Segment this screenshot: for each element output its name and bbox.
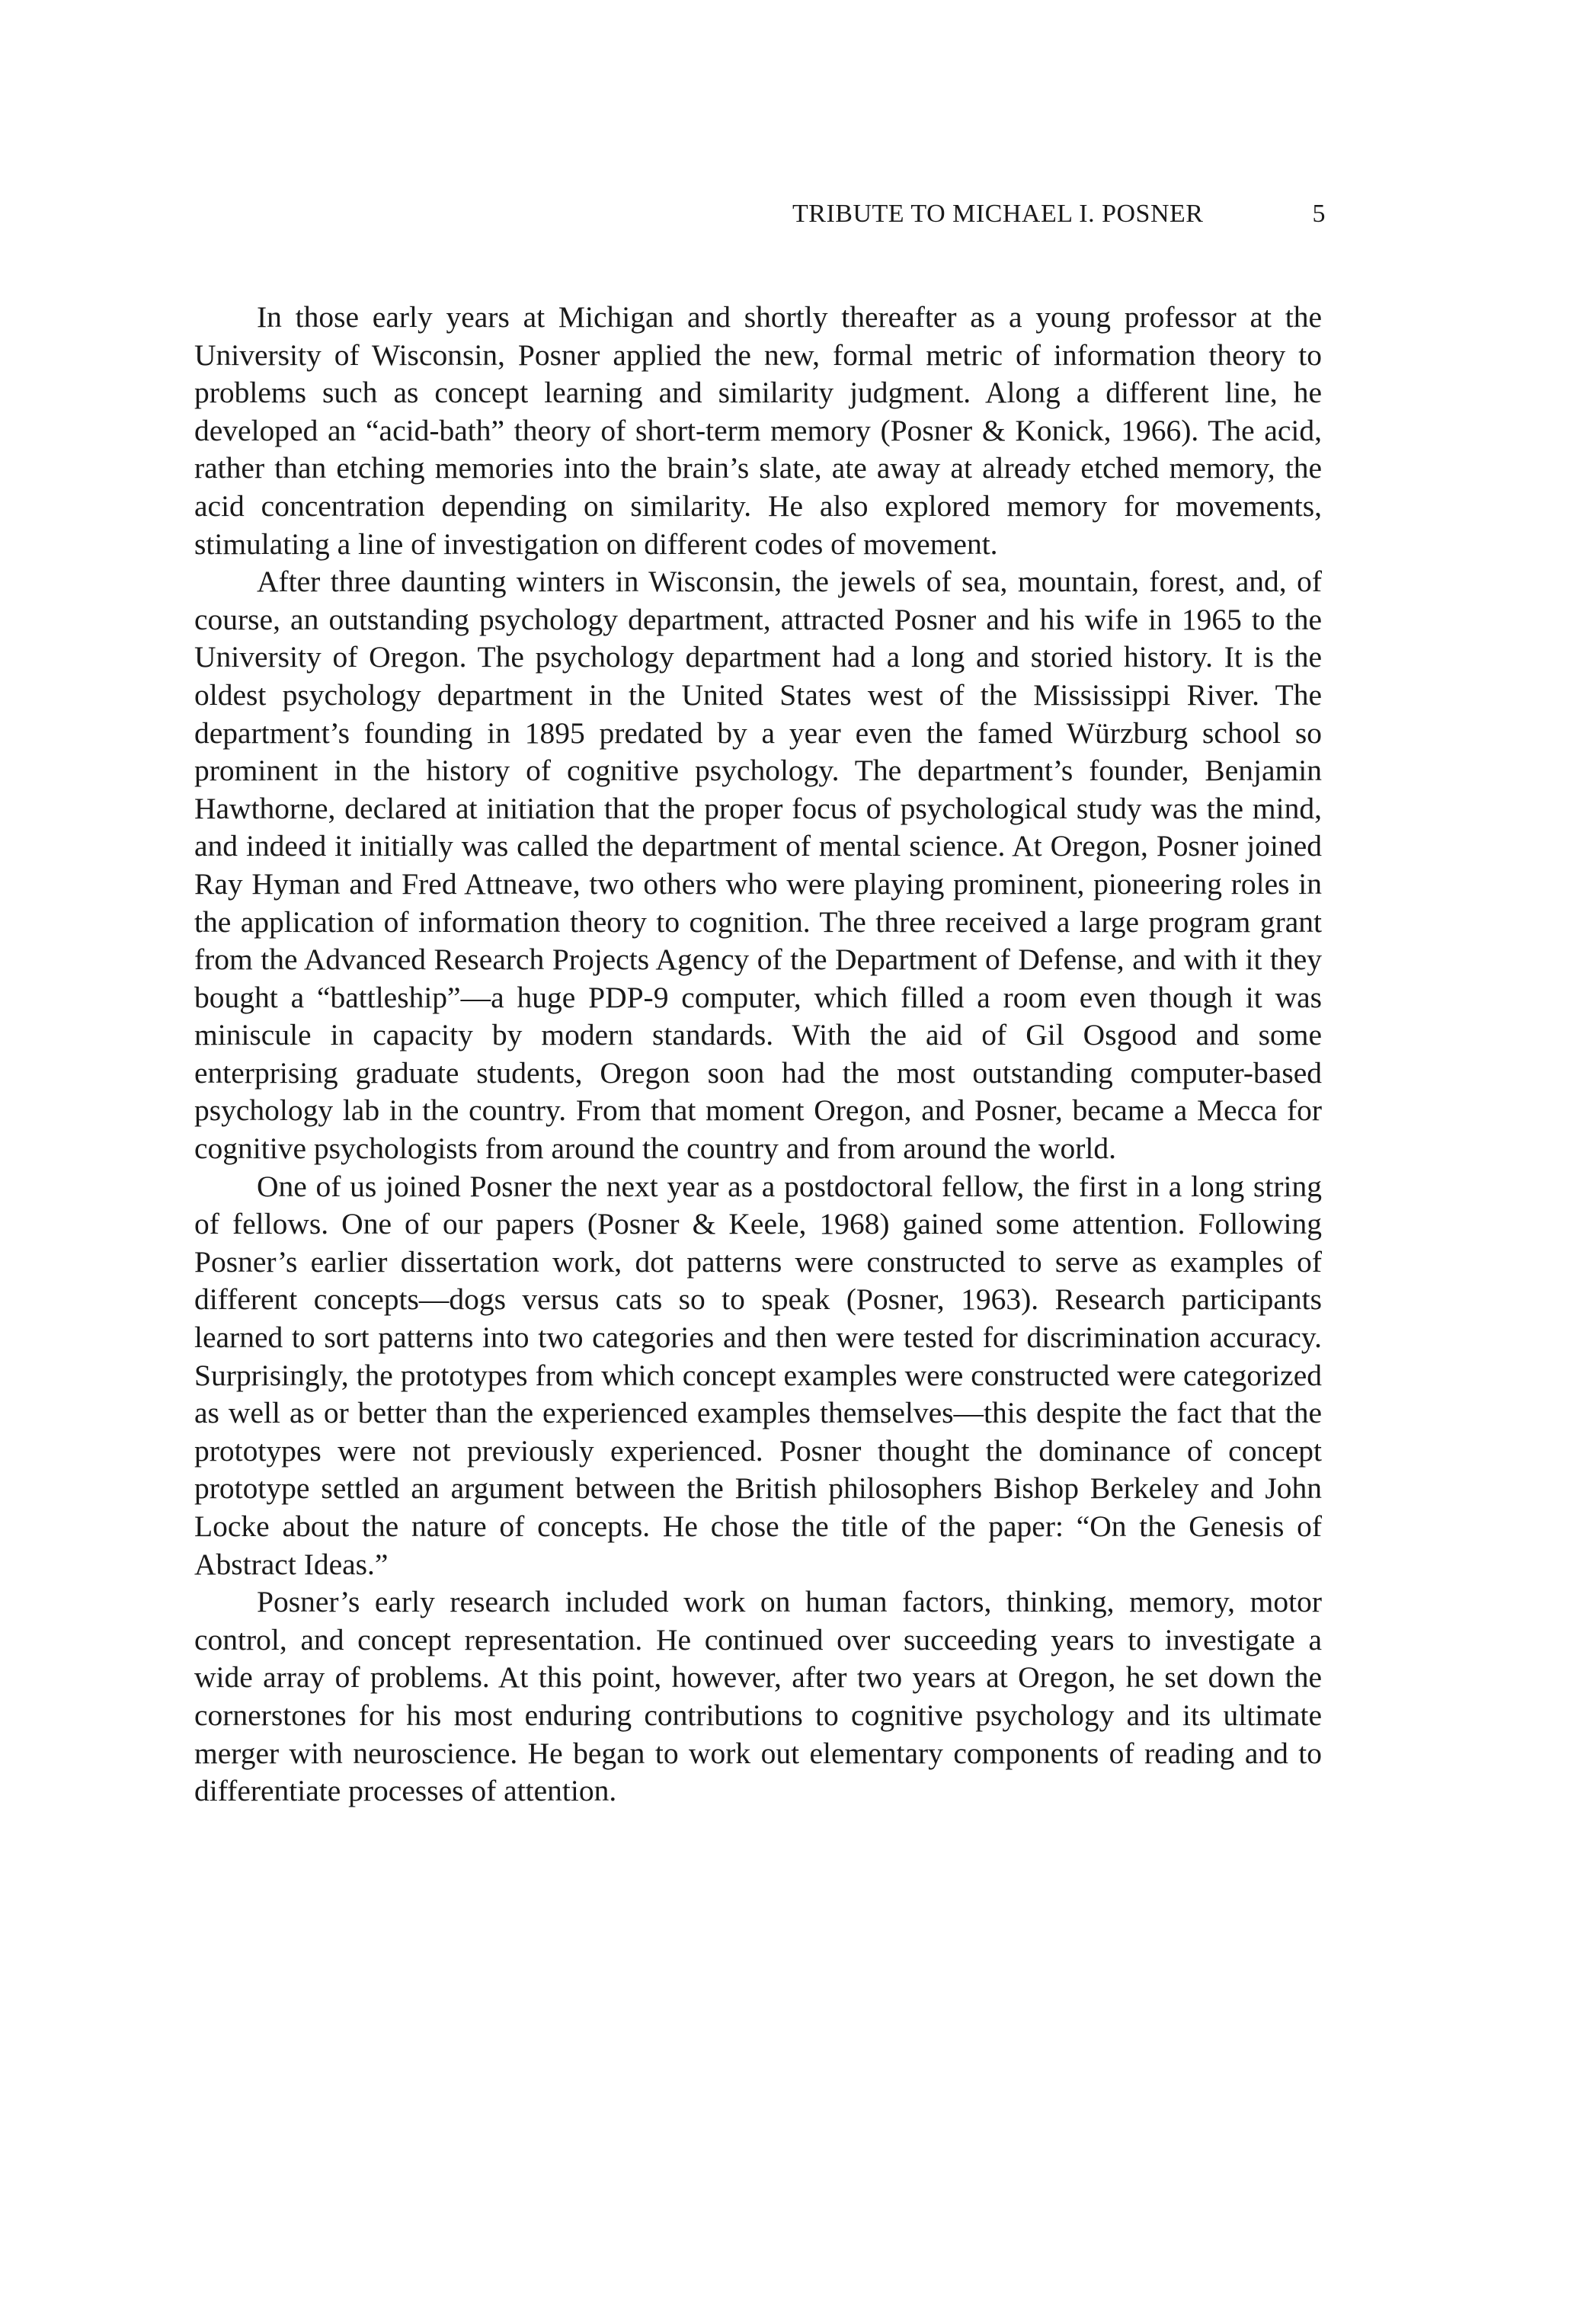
body-text xyxy=(194,299,1322,1810)
running-title: TRIBUTE TO MICHAEL I. POSNER xyxy=(792,200,1204,228)
page-number: 5 xyxy=(1312,200,1326,228)
paragraph: One of us joined Posner the next year as a postdoctoral fellow, the first in a long string of fellows. One of our papers (Posner & Keele, 1968) gained some attention. Following Posner’s earlier dissertation work, dot patterns were constructed to serve as examples of different concepts—dogs versus cats so to speak (Posner, 1963). Research participants learned to sort patterns into two categories and then were tested for discrimination accuracy. Surprisingly, the prototypes from which concept examples were constructed were categorized as well as or better than the experienced examples themselves—this despite the fact that the prototypes were not previously experienced. Posner thought the dominance of concept prototype settled an argument between the British philosophers Bishop Berkeley and John Locke about the nature of concepts. He chose the title of the paper: “On the Genesis of Abstract Ideas.” xyxy=(194,1169,1322,1581)
running-header xyxy=(792,200,1326,238)
paragraph: After three daunting winters in Wisconsin, the jewels of sea, mountain, forest, and, of course, an outstanding psychology department, attracted Posner and his wife in 1965 to the University of Oregon. The psychology department had a long and storied history. It is the oldest psychology department in the United States west of the Mississippi River. The department’s founding in 1895 predated by a year even the famed Würzburg school so prominent in the history of cognitive psychology. The department’s founder, Benjamin Hawthorne, declared at initiation that the proper focus of psychological study was the mind, and indeed it initially was called the department of mental science. At Oregon, Posner joined Ray Hyman and Fred Attneave, two others who were playing prominent, pioneering roles in the application of information theory to cognition. The three received a large program grant from the Advanced Research Projects Agency of the Department of Defense, and with it they bought a “battleship”—a huge PDP-9 computer, which filled a room even though it was miniscule in capacity by modern standards. With the aid of Gil Osgood and some enterprising graduate students, Oregon soon had the most outstanding computer-based psychology lab in the country. From that moment Oregon, and Posner, became a Mecca for cognitive psychologists from around the country and from around the world. xyxy=(194,565,1322,1166)
paragraph: In those early years at Michigan and shortly thereafter as a young professor at the University of Wisconsin, Posner applied the new, formal metric of information theory to problems such as concept learning and similarity judgment. Along a different line, he developed an “acid-bath” theory of short-term memory (Posner & Konick, 1966). The acid, rather than etching memories into the brain’s slate, ate away at already etched memory, the acid concentration depending on similarity. He also explored memory for movements, stimulating a line of investigation on different codes of movement. xyxy=(194,300,1322,561)
paragraph: Posner’s early research included work on human factors, thinking, memory, motor control, and concept representation. He continued over succeeding years to investigate a wide array of problems. At this point, however, after two years at Oregon, he set down the cornerstones for his most enduring contributions to cognitive psychology and its ultimate merger with neuroscience. He began to work out elementary components of reading and to differentiate processes of attention. xyxy=(194,1585,1322,1808)
